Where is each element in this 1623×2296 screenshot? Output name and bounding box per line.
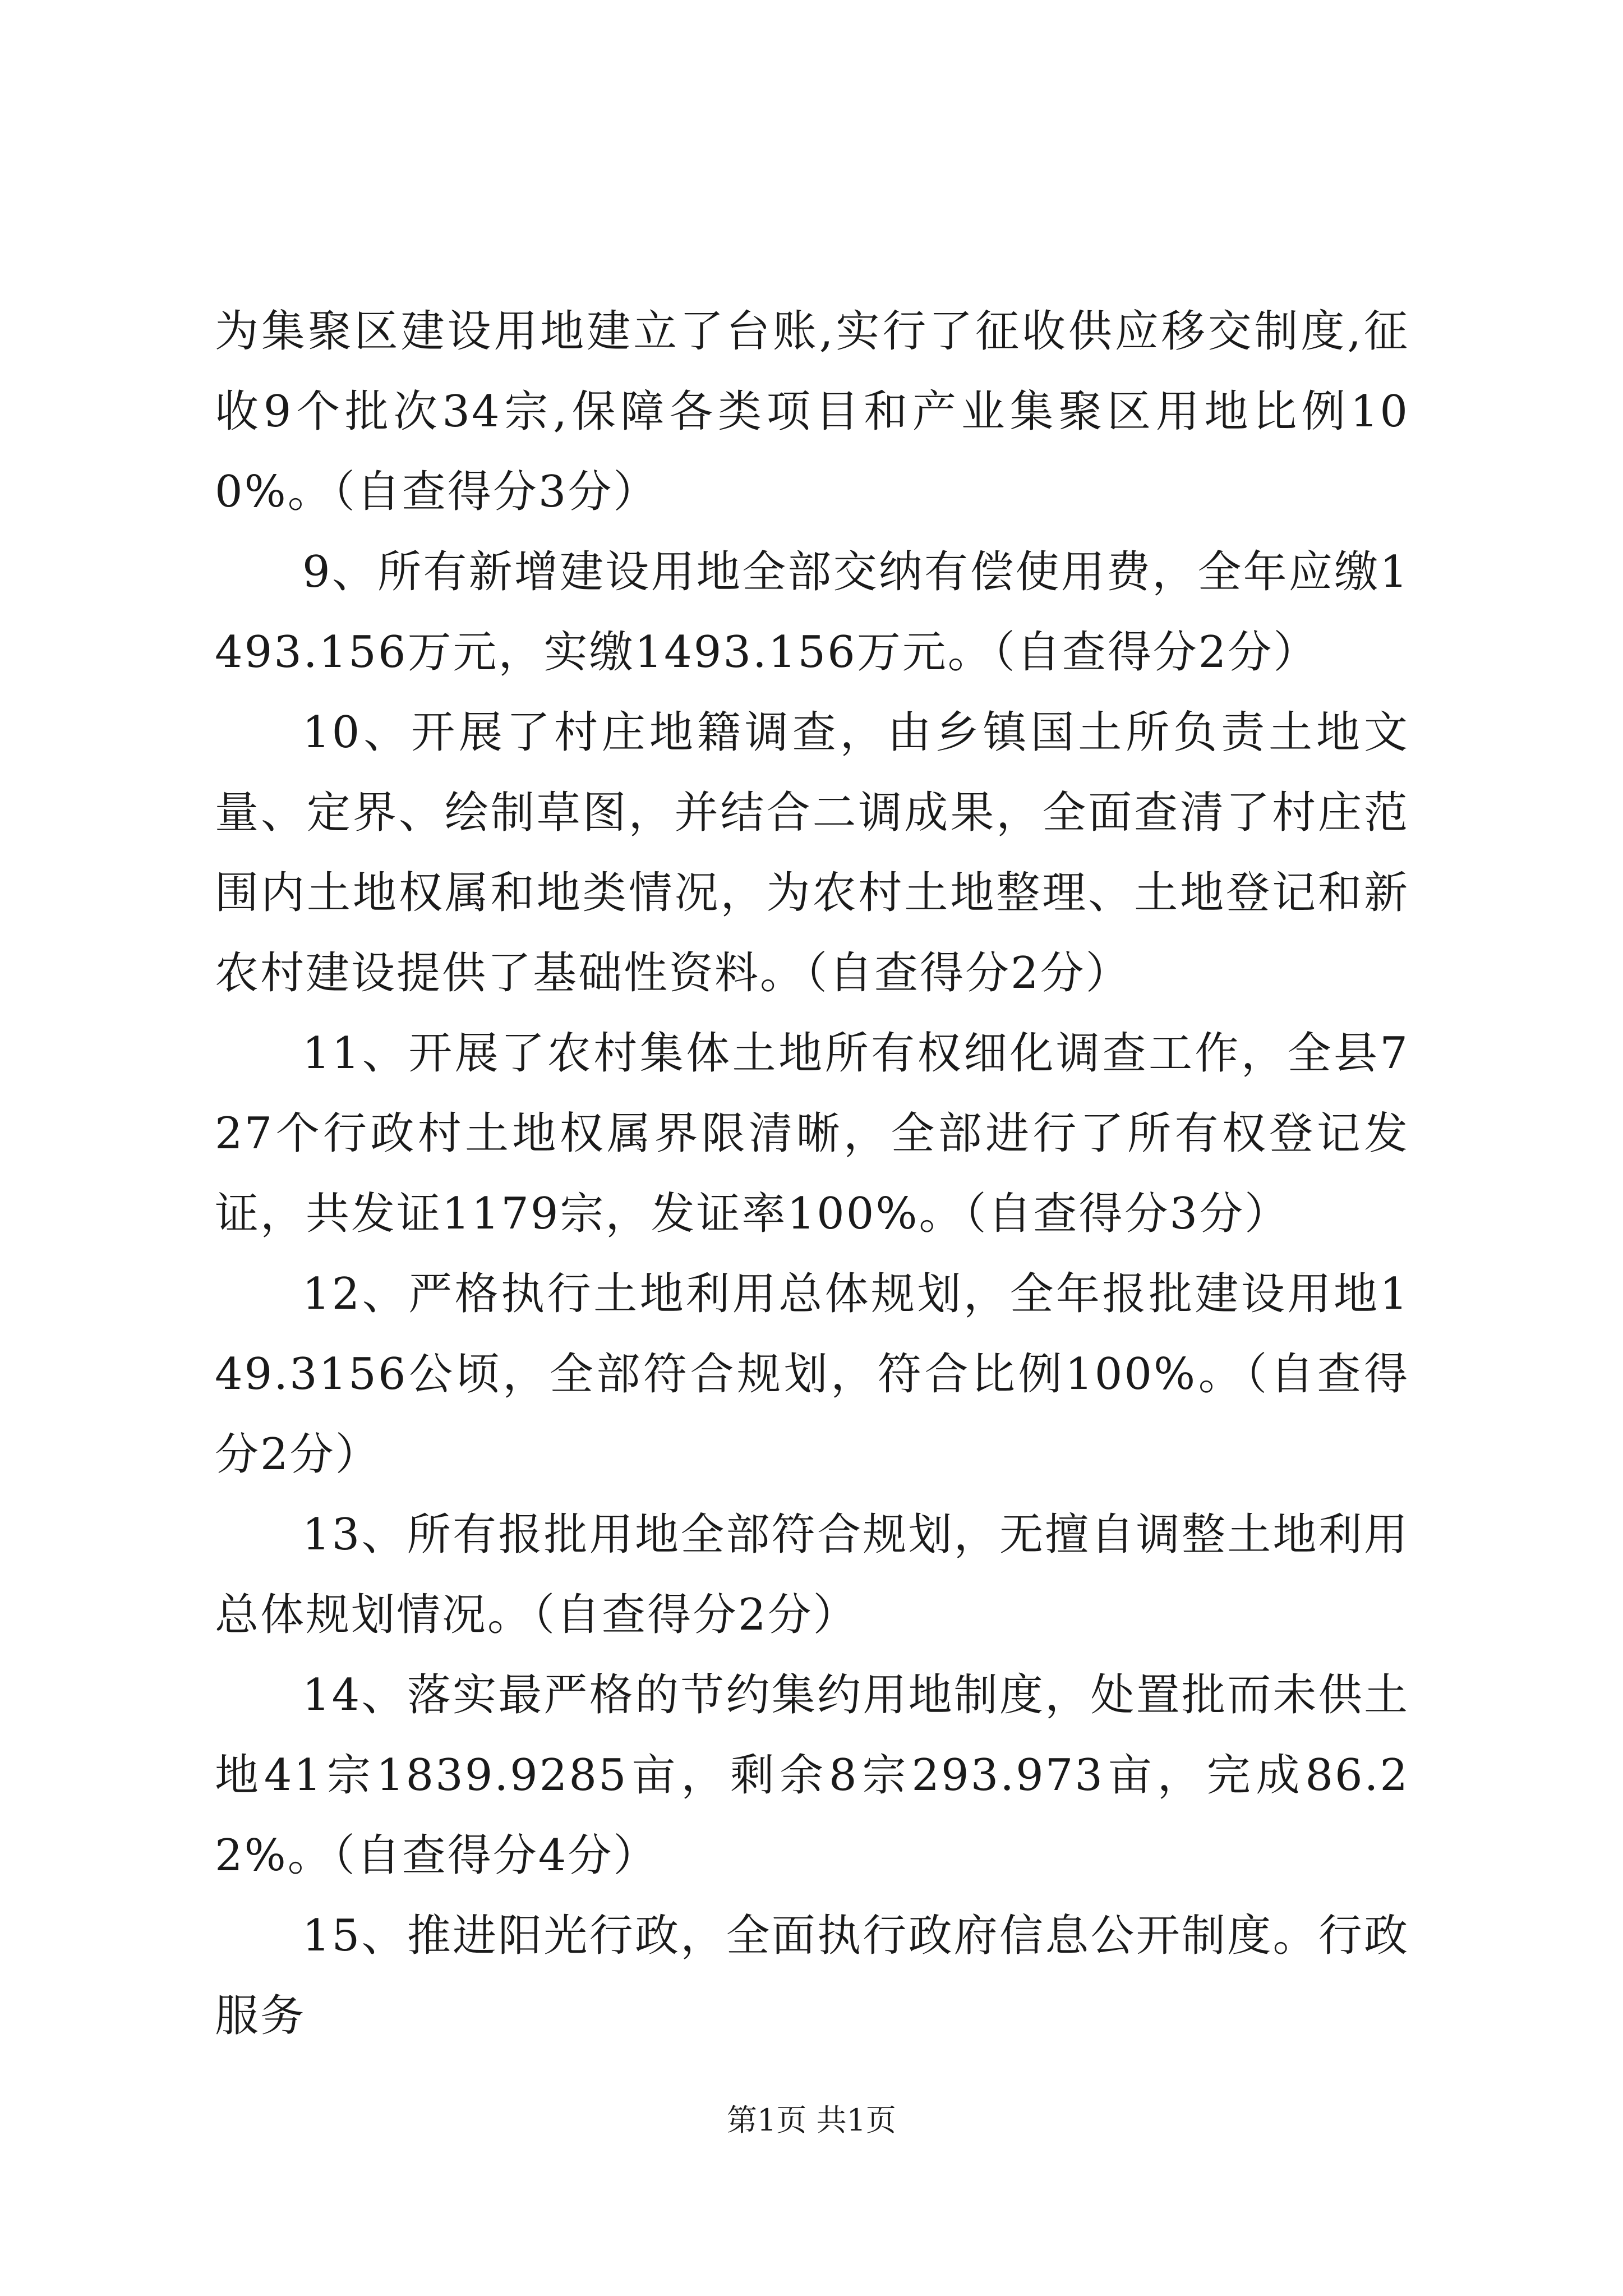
paragraph-item-15: 15、推进阳光行政，全面执行政府信息公开制度。行政服务 xyxy=(215,1911,1409,2041)
paragraph-item-9: 9、所有新增建设用地全部交纳有偿使用费，全年应缴1493.156万元，实缴1493.156万元。（自查得分2分） xyxy=(215,547,1409,678)
paragraph-continued: 为集聚区建设用地建立了台账,实行了征收供应移交制度,征收9个批次34宗,保障各类项目和产业集聚区用地比例100%。（自查得分3分） xyxy=(215,306,1409,517)
paragraph-item-10: 10、开展了村庄地籍调查，由乡镇国土所负责土地文量、定界、绘制草图，并结合二调成果，全面查清了村庄范围内土地权属和地类情况，为农村土地整理、土地登记和新农村建设提供了基础性资料。（自查得分2分） xyxy=(215,707,1409,999)
paragraph-item-12: 12、严格执行土地利用总体规划，全年报批建设用地149.3156公顷，全部符合规划，符合比例100%。（自查得分2分） xyxy=(215,1269,1409,1480)
document-body xyxy=(215,292,1409,2056)
page-footer: 第1页 共1页 xyxy=(727,2102,896,2138)
paragraph-item-13: 13、所有报批用地全部符合规划，无擅自调整土地利用总体规划情况。（自查得分2分） xyxy=(215,1510,1409,1640)
paragraph-item-11: 11、开展了农村集体土地所有权细化调查工作，全县727个行政村土地权属界限清晰，全部进行了所有权登记发证，共发证1179宗，发证率100%。（自查得分3分） xyxy=(215,1028,1409,1239)
paragraph-item-14: 14、落实最严格的节约集约用地制度，处置批而未供土地41宗1839.9285亩，剩余8宗293.973亩，完成86.22%。（自查得分4分） xyxy=(215,1670,1409,1881)
